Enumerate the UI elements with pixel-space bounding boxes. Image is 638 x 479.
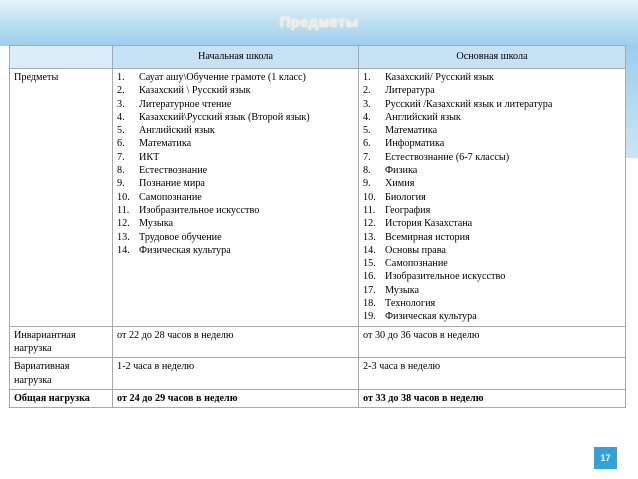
total-primary-cell: от 24 до 29 часов в неделю xyxy=(113,389,359,407)
subject-number: 8. xyxy=(363,165,371,177)
subject-number: 1. xyxy=(117,72,125,83)
primary-subject-item xyxy=(117,204,354,217)
subject-number: 13. xyxy=(363,231,376,243)
subjects-row xyxy=(10,69,626,327)
subject-number: 4. xyxy=(117,111,125,123)
subject-name: Естествознание (6-7 классы) xyxy=(385,151,510,163)
subject-name: Всемирная история xyxy=(385,231,470,243)
subject-name: Химия xyxy=(385,178,415,190)
total-row xyxy=(10,389,626,407)
basic-subject-item xyxy=(363,297,621,310)
primary-subject-item xyxy=(117,164,354,177)
basic-subjects-list xyxy=(363,71,621,324)
subject-name: Казахский \ Русский язык xyxy=(139,85,251,97)
subject-number: 10. xyxy=(363,191,376,203)
subject-name: Изобразительное искусство xyxy=(385,271,506,283)
subject-name: Физическая культура xyxy=(385,311,477,323)
subject-name: Английский язык xyxy=(385,111,461,123)
basic-subject-item xyxy=(363,231,621,244)
subject-number: 12. xyxy=(363,218,376,230)
subject-number: 2. xyxy=(117,85,125,97)
header-row xyxy=(10,46,626,69)
curriculum-table xyxy=(9,45,626,408)
subject-number: 6. xyxy=(363,138,371,150)
primary-subjects-list xyxy=(117,71,354,257)
subject-name: Изобразительное искусство xyxy=(139,204,260,216)
subject-name: История Казахстана xyxy=(385,218,473,230)
subject-name: Физическая культура xyxy=(139,244,231,256)
subject-number: 19. xyxy=(363,311,376,323)
variative-primary-cell: 1-2 часа в неделю xyxy=(113,358,359,390)
subject-name: Технология xyxy=(385,298,436,310)
subject-number: 5. xyxy=(363,125,371,137)
basic-subject-item xyxy=(363,217,621,230)
header-cell-primary-school: Начальная школа xyxy=(113,46,359,69)
basic-subject-item xyxy=(363,124,621,137)
variative-basic-cell: 2-3 часа в неделю xyxy=(359,358,626,390)
subject-name: Трудовое обучение xyxy=(139,231,222,243)
subject-number: 18. xyxy=(363,298,376,310)
subject-number: 3. xyxy=(363,98,371,110)
total-basic-cell: от 33 до 38 часов в неделю xyxy=(359,389,626,407)
primary-subject-item xyxy=(117,111,354,124)
subject-number: 2. xyxy=(363,85,371,97)
subject-name: Познание мира xyxy=(139,178,205,190)
primary-subject-item xyxy=(117,191,354,204)
subject-name: Музыка xyxy=(385,284,420,296)
subject-name: Самопознание xyxy=(139,191,202,203)
row-label-invariant: Инвариантная нагрузка xyxy=(10,326,113,358)
subject-name: Литература xyxy=(385,85,435,97)
subject-number: 7. xyxy=(363,151,371,163)
basic-subjects-cell xyxy=(359,69,626,327)
basic-subject-item xyxy=(363,164,621,177)
subject-number: 6. xyxy=(117,138,125,150)
subject-name: Самопознание xyxy=(385,258,448,270)
subject-number: 13. xyxy=(117,231,130,243)
subject-name: Английский язык xyxy=(139,125,215,137)
subject-name: География xyxy=(385,204,431,216)
subject-number: 10. xyxy=(117,191,130,203)
primary-subject-item xyxy=(117,151,354,164)
page-number-badge: 17 xyxy=(594,447,617,469)
subject-number: 14. xyxy=(117,244,130,256)
basic-subject-item xyxy=(363,151,621,164)
slide-title: Предметы xyxy=(279,14,359,31)
subject-number: 5. xyxy=(117,125,125,137)
subject-number: 14. xyxy=(363,244,376,256)
subject-name: Основы права xyxy=(385,244,446,256)
basic-subject-item xyxy=(363,98,621,111)
subject-name: Математика xyxy=(385,125,438,137)
basic-subject-item xyxy=(363,84,621,97)
subject-name: Русский /Казахский язык и литература xyxy=(385,98,553,110)
row-label-subjects: Предметы xyxy=(10,69,113,327)
basic-subject-item xyxy=(363,270,621,283)
basic-subject-item xyxy=(363,137,621,150)
primary-subject-item xyxy=(117,217,354,230)
primary-subject-item xyxy=(117,71,354,84)
subject-number: 15. xyxy=(363,258,376,270)
subject-number: 17. xyxy=(363,284,376,296)
basic-subject-item xyxy=(363,310,621,323)
subject-name: Биология xyxy=(385,191,426,203)
primary-subject-item xyxy=(117,124,354,137)
basic-subject-item xyxy=(363,204,621,217)
header-cell-empty xyxy=(10,46,113,69)
basic-subject-item xyxy=(363,284,621,297)
row-label-total: Общая нагрузка xyxy=(10,389,113,407)
subject-number: 11. xyxy=(117,204,130,216)
subject-number: 9. xyxy=(117,178,125,190)
subject-name: Казахский/ Русский язык xyxy=(385,72,494,83)
subject-number: 11. xyxy=(363,204,376,216)
subject-number: 16. xyxy=(363,271,376,283)
subject-name: Сауат ашу\Обучение грамоте (1 класс) xyxy=(139,72,306,83)
invariant-basic-cell: от 30 до 36 часов в неделю xyxy=(359,326,626,358)
subject-number: 12. xyxy=(117,218,130,230)
subject-name: Казахский\Русский язык (Второй язык) xyxy=(139,111,310,123)
subject-number: 9. xyxy=(363,178,371,190)
subject-name: ИКТ xyxy=(139,151,160,163)
basic-subject-item xyxy=(363,244,621,257)
subject-name: Математика xyxy=(139,138,192,150)
subject-name: Литературное чтение xyxy=(139,98,232,110)
subject-name: Физика xyxy=(385,165,418,177)
primary-subject-item xyxy=(117,98,354,111)
invariant-primary-cell: от 22 до 28 часов в неделю xyxy=(113,326,359,358)
subject-name: Музыка xyxy=(139,218,174,230)
primary-subject-item xyxy=(117,177,354,190)
subject-number: 1. xyxy=(363,72,371,83)
basic-subject-item xyxy=(363,71,621,84)
basic-subject-item xyxy=(363,191,621,204)
invariant-row xyxy=(10,326,626,358)
primary-subject-item xyxy=(117,231,354,244)
primary-subjects-cell xyxy=(113,69,359,327)
subject-name: Естествознание xyxy=(139,165,208,177)
subject-number: 8. xyxy=(117,165,125,177)
row-label-variative: Вариативная нагрузка xyxy=(10,358,113,390)
primary-subject-item xyxy=(117,84,354,97)
subject-number: 4. xyxy=(363,111,371,123)
variative-row xyxy=(10,358,626,390)
primary-subject-item xyxy=(117,137,354,150)
basic-subject-item xyxy=(363,257,621,270)
subject-name: Информатика xyxy=(385,138,445,150)
subject-number: 7. xyxy=(117,151,125,163)
basic-subject-item xyxy=(363,177,621,190)
basic-subject-item xyxy=(363,111,621,124)
subject-number: 3. xyxy=(117,98,125,110)
primary-subject-item xyxy=(117,244,354,257)
header-cell-basic-school: Основная школа xyxy=(359,46,626,69)
